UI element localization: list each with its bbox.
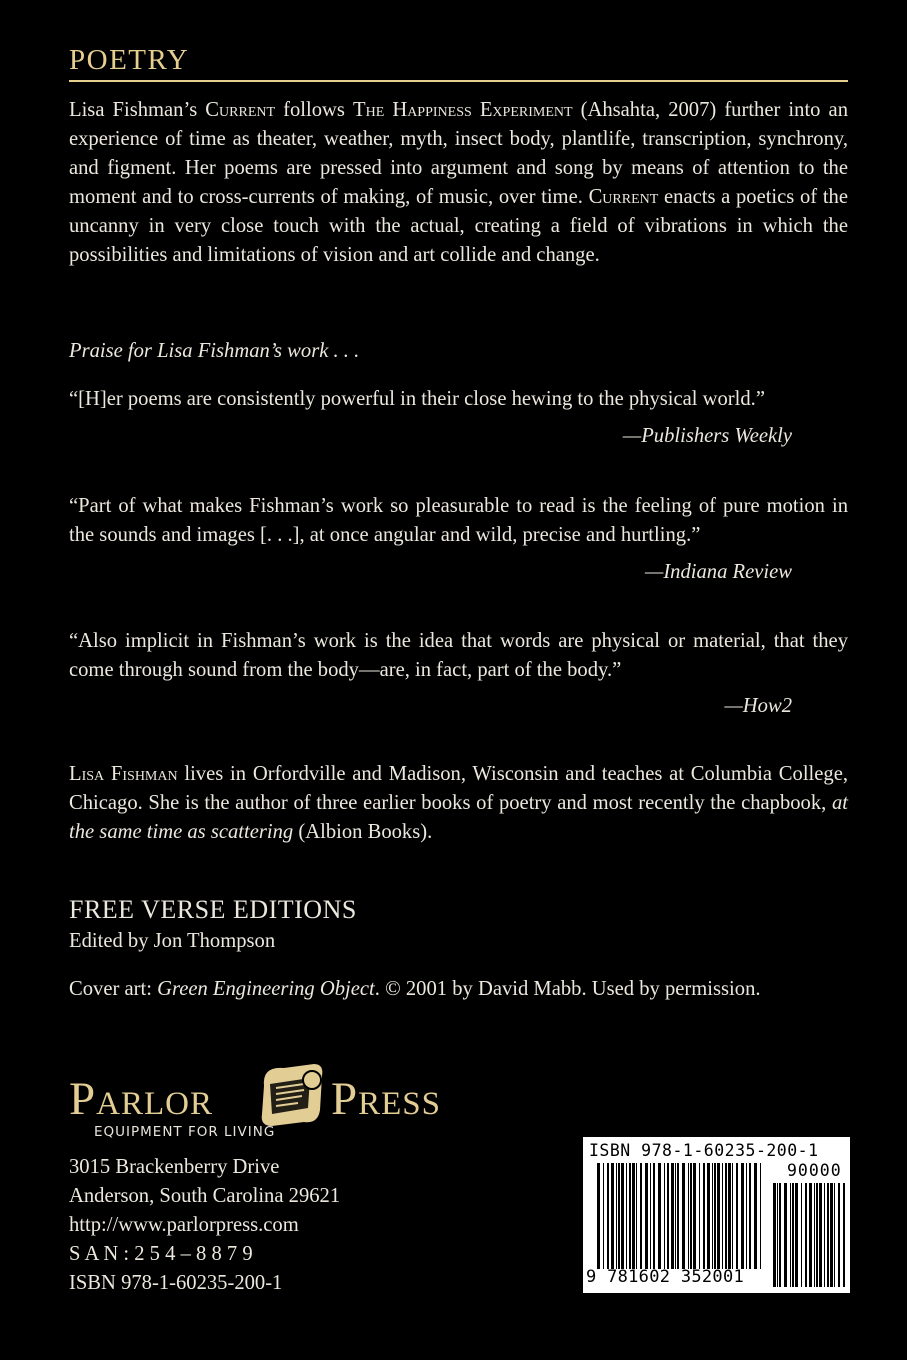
review-quote: “Also implicit in Fishman’s work is the idea that words are physical or material, that they come through sound from the body—are, in fact, part of the body.” — [69, 630, 848, 681]
publisher-address — [69, 1153, 340, 1298]
author-bio: Lisa Fishman lives in Orfordville and Madison, Wisconsin and teaches at Columbia College, Chicago. She is the author of three earlier books of poetry and most recently the chapbook, at the same time as scattering (Albion Books). — [69, 763, 848, 843]
isbn-barcode — [583, 1137, 850, 1293]
cover-credit: Cover art: Green Engineering Object. © 2001 by David Mabb. Used by permission. — [69, 978, 761, 1000]
book-title: Current — [588, 186, 659, 208]
book-description: Lisa Fishman’s Current follows The Happiness Experiment (Ahsahta, 2007) further into an experience of time as theater, weather, myth, insect body, plantlife, transcription, synchrony, and figment. Her poems are pressed into argument and song by means of attention to the moment and to cross-currents of making, of music, over time. Current enacts a poetics of the uncanny in very close touch with the actual, creating a field of vibrations in which the possibilities and limitations of vision and art collide and change. — [69, 99, 848, 266]
price-code: 90000 — [787, 1161, 842, 1180]
city-state-zip: Anderson, South Carolina 29621 — [69, 1185, 341, 1207]
review-quote: “[H]er poems are consistently powerful in their close hewing to the physical world.” — [69, 388, 765, 410]
author-name: Lisa Fishman — [69, 763, 178, 785]
review-quote: “Part of what makes Fishman’s work so pleasurable to read is the feeling of pure motion in the sounds and images [. . .], at once angular and wild, precise and hurtling.” — [69, 495, 848, 546]
series-editor: Edited by Jon Thompson — [69, 930, 276, 952]
series-name: FREE VERSE EDITIONS — [69, 895, 357, 924]
logo-tagline: EQUIPMENT FOR LIVING — [94, 1124, 276, 1140]
scroll-emblem-icon — [254, 1058, 328, 1132]
logo-word-press: Press — [331, 1073, 442, 1125]
review-source: —Publishers Weekly — [622, 425, 792, 447]
barcode-digits: 9 781602 352001 — [586, 1267, 745, 1287]
heading-rule — [69, 80, 848, 82]
isbn-number: ISBN 978-1-60235-200-1 — [69, 1272, 283, 1294]
publisher-logo — [69, 1072, 489, 1142]
logo-word-parlor: Parlor — [69, 1073, 213, 1125]
website-url: http://www.parlorpress.com — [69, 1214, 299, 1236]
chapbook-title: at the same time as scattering — [69, 792, 848, 843]
san-number: S A N : 2 5 4 – 8 8 7 9 — [69, 1243, 253, 1265]
cover-art-title: Green Engineering Object — [157, 978, 375, 1000]
book-title: Current — [205, 99, 276, 121]
section-heading: POETRY — [69, 44, 190, 76]
previous-book-title: The Happiness Experiment — [353, 99, 573, 121]
review-source: —Indiana Review — [645, 561, 792, 583]
praise-heading: Praise for Lisa Fishman’s work . . . — [69, 340, 360, 362]
street-address: 3015 Brackenberry Drive — [69, 1156, 280, 1178]
barcode-isbn-label: ISBN 978-1-60235-200-1 — [589, 1141, 819, 1160]
review-source: —How2 — [724, 695, 792, 717]
